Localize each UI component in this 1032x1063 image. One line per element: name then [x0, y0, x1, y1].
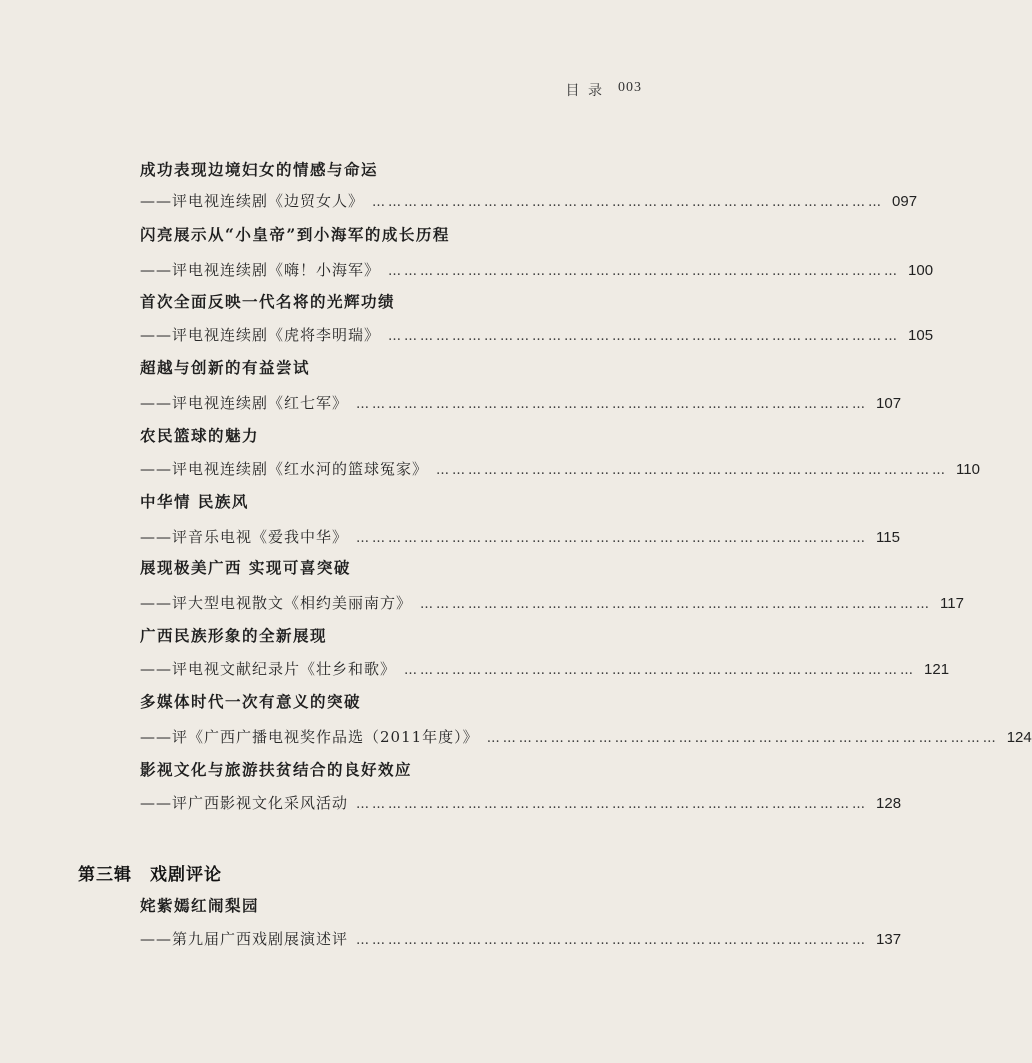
entry-page-number: 128 [876, 795, 902, 812]
header-page-number: 003 [618, 80, 642, 95]
entry-page-number: 115 [876, 529, 900, 546]
entry-subtitle: ——评电视连续剧《红水河的篮球冤家》 [140, 460, 429, 478]
entry-page-number: 100 [908, 262, 934, 279]
dot-leader: …………………………………………………………………………………… [356, 797, 869, 812]
entry-page-number: 137 [876, 931, 902, 948]
entry-title: 农民篮球的魅力 [140, 426, 260, 445]
entry-subtitle-line [140, 592, 964, 613]
section-name: 戏剧评论 [150, 865, 222, 885]
entry-page-number: 110 [956, 461, 980, 478]
entry-subtitle-line [140, 190, 918, 211]
entry-subtitle: ——评音乐电视《爱我中华》 [140, 528, 349, 546]
entry-subtitle: ——评电视连续剧《嗨！小海军》 [140, 261, 381, 279]
dot-leader: …………………………………………………………………………………… [356, 397, 869, 412]
entry-subtitle-line [140, 526, 900, 547]
entry-subtitle-line [140, 658, 950, 679]
entry-subtitle: ——评电视文献纪录片《壮乡和歌》 [140, 660, 397, 678]
entry-title: 多媒体时代一次有意义的突破 [140, 692, 362, 711]
entry-title: 姹紫嫣红闹梨园 [140, 896, 260, 915]
entry-page-number: 124 [1006, 729, 1032, 746]
entry-subtitle-line [140, 928, 902, 949]
entry-subtitle: ——评电视连续剧《虎将李明瑞》 [140, 326, 381, 344]
entry-subtitle: ——评电视连续剧《红七军》 [140, 394, 349, 412]
entry-subtitle: ——评《广西广播电视奖作品选（2011年度）》 [140, 728, 479, 746]
header-label: 目 录 [565, 83, 604, 99]
entry-subtitle: ——评广西影视文化采风活动 [140, 794, 349, 812]
dot-leader: …………………………………………………………………………………… [420, 597, 933, 612]
entry-page-number: 097 [892, 193, 918, 210]
entry-title: 广西民族形象的全新展现 [140, 626, 328, 645]
section-label: 第三辑 [78, 865, 132, 885]
dot-leader: …………………………………………………………………………………… [486, 731, 999, 746]
entry-title: 成功表现边境妇女的情感与命运 [140, 160, 379, 179]
running-header [566, 80, 642, 100]
entry-subtitle: ——第九届广西戏剧展演述评 [140, 930, 349, 948]
entry-title: 中华情 民族风 [140, 492, 249, 511]
dot-leader: …………………………………………………………………………………… [372, 195, 885, 210]
entry-subtitle-line [140, 324, 934, 345]
dot-leader: …………………………………………………………………………………… [388, 329, 901, 344]
entry-title: 展现极美广西 实现可喜突破 [140, 558, 351, 577]
entry-title: 超越与创新的有益尝试 [140, 358, 311, 377]
entry-subtitle-line [140, 792, 902, 813]
dot-leader: …………………………………………………………………………………… [388, 264, 901, 279]
dot-leader: …………………………………………………………………………………… [356, 933, 869, 948]
dot-leader: …………………………………………………………………………………… [436, 463, 949, 478]
dot-leader: …………………………………………………………………………………… [356, 531, 869, 546]
entry-subtitle-line [140, 458, 980, 479]
entry-subtitle-line [140, 392, 902, 413]
dot-leader: …………………………………………………………………………………… [404, 663, 917, 678]
entry-subtitle-line [140, 726, 1032, 747]
entry-page-number: 105 [908, 327, 934, 344]
section-heading [78, 860, 222, 885]
entry-subtitle: ——评大型电视散文《相约美丽南方》 [140, 594, 413, 612]
entry-subtitle: ——评电视连续剧《边贸女人》 [140, 192, 365, 210]
entry-title: 影视文化与旅游扶贫结合的良好效应 [140, 760, 413, 779]
entry-title: 闪亮展示从“小皇帝”到小海军的成长历程 [140, 225, 450, 244]
entry-subtitle-line [140, 259, 934, 280]
entry-page-number: 121 [924, 661, 950, 678]
entry-title: 首次全面反映一代名将的光辉功绩 [140, 292, 396, 311]
entry-page-number: 117 [940, 595, 964, 612]
entry-page-number: 107 [876, 395, 902, 412]
